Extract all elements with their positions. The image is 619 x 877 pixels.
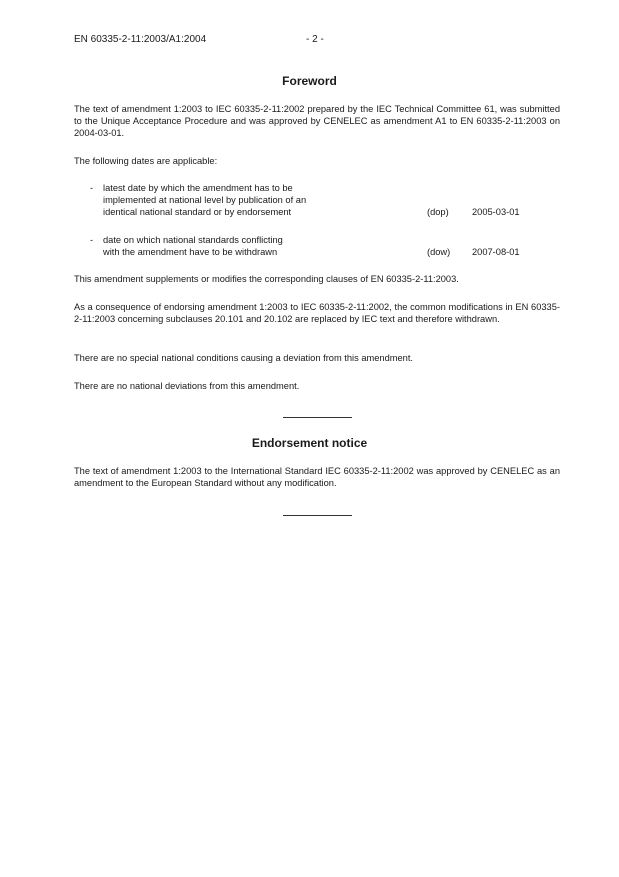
date-item-line: latest date by which the amendment has to be xyxy=(103,183,293,193)
date-item-description xyxy=(103,234,423,258)
endorsement-title: Endorsement notice xyxy=(251,436,368,450)
foreword-intro-paragraph: The text of amendment 1:2003 to IEC 60335-2-11:2002 prepared by the IEC Technical Committee 61, was submitted to the Unique Acceptance Procedure and was approved by CENELEC as amendment A1 to EN 60335-2-11:2003 on 2004-03-01. xyxy=(74,104,560,138)
no-special-conditions-paragraph: There are no special national conditions causing a deviation from this amendment. xyxy=(74,353,414,363)
date-item-line: date on which national standards conflicting xyxy=(103,235,283,245)
document-id: EN 60335-2-11:2003/A1:2004 xyxy=(74,34,207,45)
date-value: 2007-08-01 xyxy=(472,247,520,257)
date-item-description xyxy=(103,182,423,218)
dates-intro: The following dates are applicable: xyxy=(74,156,218,166)
date-value: 2005-03-01 xyxy=(472,207,520,217)
no-deviations-paragraph: There are no national deviations from this amendment. xyxy=(74,381,300,391)
divider xyxy=(283,417,352,418)
list-dash: - xyxy=(90,235,94,245)
foreword-title: Foreword xyxy=(282,74,337,88)
list-dash: - xyxy=(90,183,94,193)
date-item-line: identical national standard or by endorsement xyxy=(103,207,292,217)
endorsement-paragraph: The text of amendment 1:2003 to the International Standard IEC 60335-2-11:2002 was approved by CENELEC as an amendment to the European Standard without any modification. xyxy=(74,466,560,488)
date-code: (dow) xyxy=(427,247,451,257)
divider xyxy=(283,515,352,516)
date-item-line: implemented at national level by publication of an xyxy=(103,195,307,205)
consequence-paragraph: As a consequence of endorsing amendment 1:2003 to IEC 60335-2-11:2002, the common modifications in EN 60335-2-11:2003 concerning subclauses 20.101 and 20.102 are replaced by IEC text and therefore withdrawn. xyxy=(74,302,560,324)
date-code: (dop) xyxy=(427,207,449,217)
page-number: - 2 - xyxy=(306,34,324,45)
date-item-line: with the amendment have to be withdrawn xyxy=(103,247,278,257)
supplement-paragraph: This amendment supplements or modifies the corresponding clauses of EN 60335-2-11:2003. xyxy=(74,274,459,284)
